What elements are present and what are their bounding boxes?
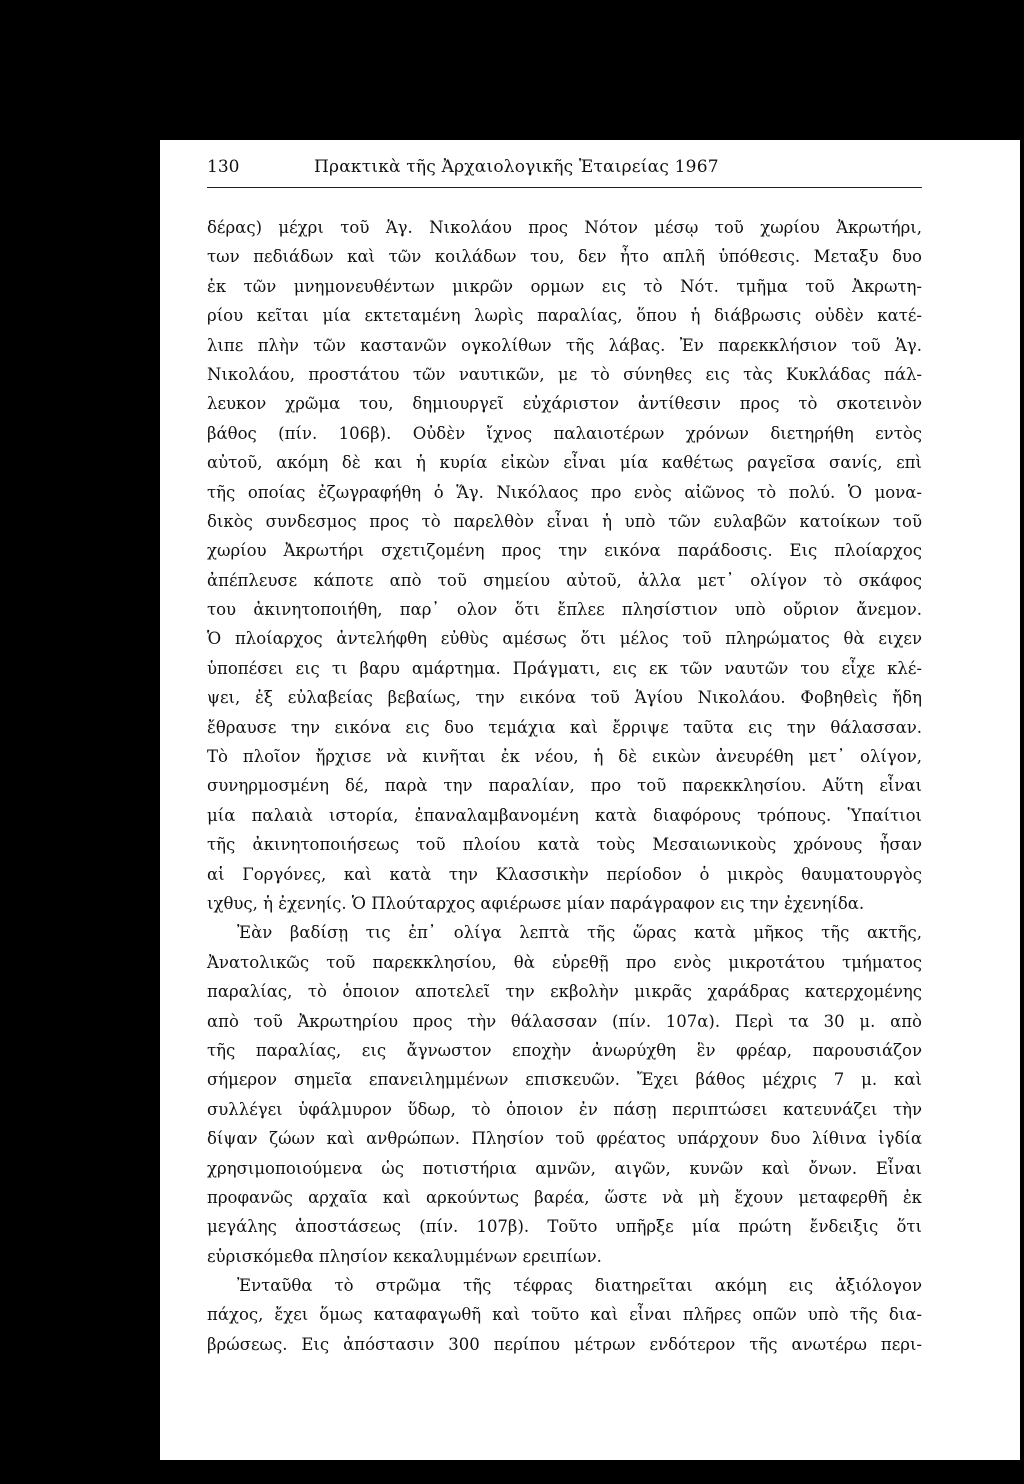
text-line: Νικολάου, προστάτου τῶν ναυτικῶν, με τὸ σύνηθες εις τὰς Κυκλάδας πάλ- — [207, 364, 922, 384]
text-line: χωρίου Ἀκρωτήρι σχετιζομένη προς την εικόνα παράδοσις. Εις πλοίαρχος — [207, 541, 922, 561]
text-line: βάθος (πίν. 106β). Οὐδὲν ἴχνος παλαιοτέρων χρόνων διετηρήθη εντὸς — [207, 423, 922, 443]
text-line: μεγάλης ἀποστάσεως (πίν. 107β). Τοῦτο υπῆρξε μία πρώτη ἔνδειξις ὅτι — [207, 1217, 922, 1237]
text-line: ὑποπέσει εις τι βαρυ αμάρτημα. Πράγματι, εις εκ τῶν ναυτῶν του εἶχε κλέ- — [207, 658, 922, 678]
text-line: ρίου κεῖται μία εκτεταμένη λωρὶς παραλίας, ὅπου ἡ διάβρωσις οὐδὲν κατέ- — [207, 306, 922, 326]
page-header — [207, 157, 922, 185]
text-line: μία παλαιὰ ιστορία, ἐπαναλαμβανομένη κατὰ διαφόρους τρόπους. Ὑπαίτιοι — [207, 805, 922, 825]
text-line: λιπε πλὴν τῶν καστανῶν ογκολίθων τῆς λάβας. Ἐν παρεκκλήσιον τοῦ Ἁγ. — [207, 335, 922, 355]
text-line: Ἀνατολικῶς τοῦ παρεκκλησίου, θὰ εὑρεθῇ προ ενὸς μικροτάτου τμήματος — [207, 952, 922, 972]
text-line: σήμερον σημεῖα επανειλημμένων επισκευῶν. Ἔχει βάθος μέχρις 7 μ. καὶ — [207, 1070, 922, 1090]
running-title: Πρακτικὰ τῆς Ἀρχαιολογικῆς Ἑταιρείας 1967 — [314, 157, 719, 177]
text-line: ἔθραυσε την εικόνα εις δυο τεμάχια καὶ ἔρριψε ταῦτα εις την θάλασσαν. — [207, 717, 922, 737]
text-line: αἱ Γοργόνες, καὶ κατὰ την Κλασσικὴν περίοδον ὁ μικρὸς θαυματουργὸς — [207, 864, 922, 884]
text-line: παραλίας, τὸ ὁποιον αποτελεῖ την εκβολὴν μικρᾶς χαράδρας κατερχομένης — [207, 982, 922, 1002]
text-line: Ὁ πλοίαρχος ἀντελήφθη εὐθὺς αμέσως ὅτι μέλος τοῦ πληρώματος θὰ ειχεν — [207, 629, 922, 649]
paragraph-end-line: εὑρισκόμεθα πλησίον κεκαλυμμένων ερειπίων. — [207, 1246, 602, 1266]
text-line: συνηρμοσμένη δέ, παρὰ την παραλίαν, προ τοῦ παρεκκλησίου. Αὕτη εἶναι — [207, 776, 922, 796]
text-line: του ἀκινητοποιήθη, παρ᾽ ολον ὅτι ἔπλεε πλησίστιον υπὸ οὔριον ἄνεμον. — [207, 600, 922, 620]
text-line: πάχος, ἔχει ὅμως καταφαγωθῆ καὶ τοῦτο καὶ εἶναι πλῆρες οπῶν υπὸ τῆς δια- — [207, 1305, 922, 1325]
paragraph-end-line: ιχθυς, ἡ ἐχενηίς. Ὁ Πλούταρχος αφιέρωσε μίαν παράγραφον εις την ἐχενηίδα. — [207, 893, 865, 913]
text-line: δέρας) μέχρι τοῦ Ἁγ. Νικολάου προς Νότον μέσῳ τοῦ χωρίου Ἀκρωτήρι, — [207, 218, 922, 237]
body-text — [207, 213, 922, 1359]
text-line: ἐκ τῶν μνημονευθέντων μικρῶν ορμων εις τὸ Νότ. τμῆμα τοῦ Ἀκρωτη- — [207, 276, 922, 296]
text-line: ψει, ἐξ εὐλαβείας βεβαίως, την εικόνα τοῦ Ἁγίου Νικολάου. Φοβηθεὶς ἤδη — [207, 688, 922, 708]
text-line: απὸ τοῦ Ἀκρωτηρίου προς τὴν θάλασσαν (πίν. 107α). Περὶ τα 30 μ. απὸ — [207, 1011, 922, 1031]
text-line: δικὸς συνδεσμος προς τὸ παρελθὸν εἶναι ἡ υπὸ τῶν ευλαβῶν κατοίκων τοῦ — [207, 511, 922, 531]
text-line: ἀπέπλευσε κάποτε απὸ τοῦ σημείου αὐτοῦ, ἀλλα μετ᾽ ολίγον τὸ σκάφος — [207, 570, 922, 590]
paragraph-start-line: Ἐὰν βαδίσῃ τις ἐπ᾽ ολίγα λεπτὰ τῆς ὥρας κατὰ μῆκος τῆς ακτῆς, — [237, 923, 922, 943]
text-line: τῆς οποίας ἐζωγραφήθη ὁ Ἅγ. Νικόλαος προ ενὸς αἰῶνος τὸ πολύ. Ὁ μονα- — [207, 482, 922, 502]
page-number: 130 — [207, 157, 240, 177]
text-line: Τὸ πλοῖον ἤρχισε νὰ κινῆται ἐκ νέου, ἡ δὲ εικὼν ἀνευρέθη μετ᾽ ολίγον, — [207, 747, 922, 767]
text-line: αὐτοῦ, ακόμη δὲ και ἡ κυρία εἰκὼν εἶναι μία καθέτως ραγεῖσα σανίς, επὶ — [207, 453, 922, 473]
text-line: τῆς ἀκινητοποιήσεως τοῦ πλοίου κατὰ τοὺς Μεσαιωνικοὺς χρόνους ἦσαν — [207, 835, 922, 855]
text-line: χρησιμοποιούμενα ὡς ποτιστήρια αμνῶν, αιγῶν, κυνῶν καὶ ὄνων. Εἶναι — [207, 1158, 922, 1178]
text-line: τῆς παραλίας, εις ἄγνωστον εποχὴν ἀνωρύχθη ἓν φρέαρ, παρουσιάζον — [207, 1040, 922, 1060]
text-line: δίψαν ζώων καὶ ανθρώπων. Πλησίον τοῦ φρέατος υπάρχουν δυο λίθινα ἰγδία — [207, 1129, 922, 1149]
header-rule — [207, 187, 922, 188]
text-line: λευκον χρῶμα του, δημιουργεῖ εὐχάριστον ἀντίθεσιν προς τὸ σκοτεινὸν — [207, 394, 922, 414]
text-line: των πεδιάδων καὶ τῶν κοιλάδων του, δεν ἦτο απλῆ ὑπόθεσις. Μεταξυ δυο — [207, 247, 922, 267]
text-line: συλλέγει ὑφάλμυρον ὕδωρ, τὸ ὁποιον ἐν πάσῃ περιπτώσει κατευνάζει τὴν — [207, 1099, 922, 1119]
paragraph-start-line: Ἐνταῦθα τὸ στρῶμα τῆς τέφρας διατηρεῖται ακόμη εις ἀξιόλογον — [237, 1276, 922, 1296]
text-line: προφανῶς αρχαῖα καὶ αρκούντως βαρέα, ὥστε νὰ μὴ ἔχουν μεταφερθῆ ἐκ — [207, 1187, 922, 1207]
text-line: βρώσεως. Εις ἀπόστασιν 300 περίπου μέτρων ενδότερον τῆς ανωτέρω περι- — [207, 1334, 922, 1354]
